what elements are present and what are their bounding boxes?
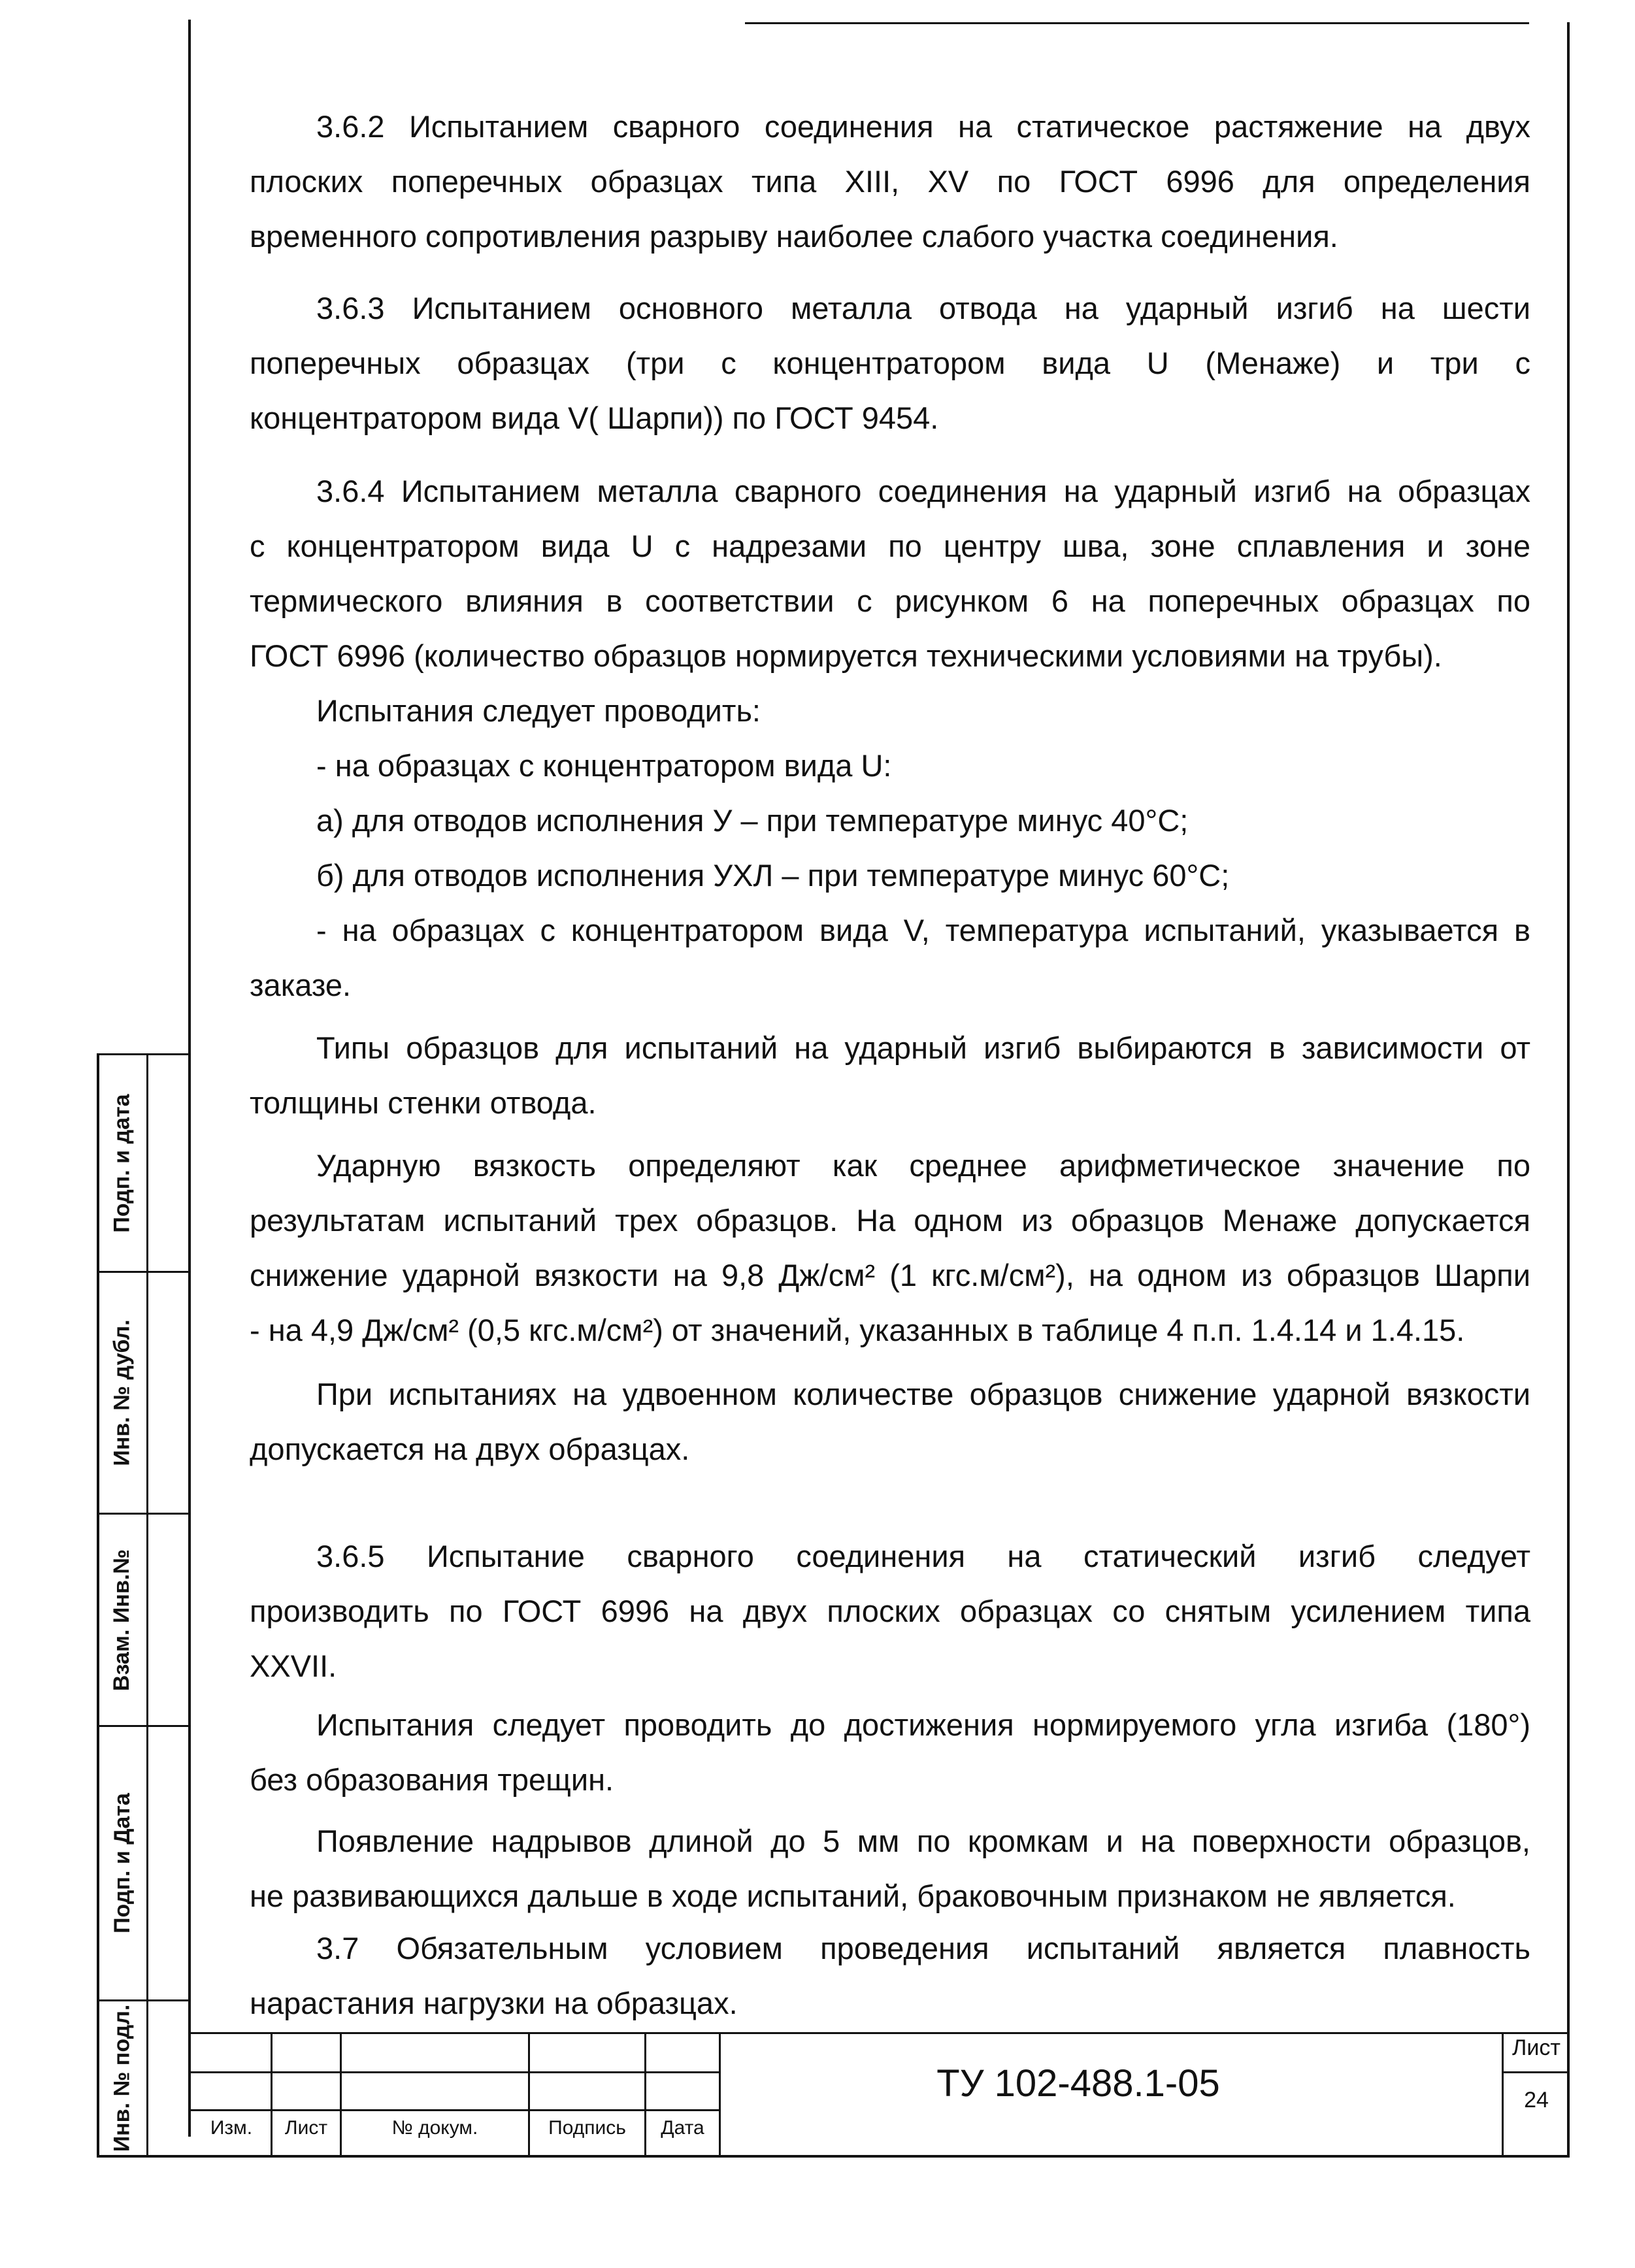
side-stamp-dup-inventory: Инв. № дубл.	[109, 1319, 135, 1466]
text-line: плоских поперечных образцах типа XIII, XV по ГОСТ 6996 для определения	[250, 164, 1530, 199]
text-line: заказе.	[250, 968, 352, 1002]
text-line: б) для отводов исполнения УХЛ – при температуре минус 60°С;	[316, 858, 1230, 893]
text-line: 3.6.5 Испытание сварного соединения на статический изгиб следует	[316, 1539, 1530, 1573]
paragraph-item-a	[250, 793, 1530, 848]
paragraph-double-samples	[250, 1367, 1530, 1477]
paragraph-bend-angle	[250, 1698, 1530, 1807]
frame-top-line	[745, 22, 1529, 24]
text-line: 3.6.4 Испытанием металла сварного соединения на ударный изгиб на образцах	[316, 474, 1530, 508]
text-line: Типы образцов для испытаний на ударный изгиб выбираются в зависимости от	[316, 1030, 1530, 1065]
paragraph-v-notch	[250, 903, 1530, 1013]
title-block-top-line	[191, 2032, 1570, 2034]
text-line: допускается на двух образцах.	[250, 1432, 690, 1466]
text-line: ГОСТ 6996 (количество образцов нормируется техническими условиями на трубы).	[250, 638, 1442, 673]
frame-left-line	[188, 20, 191, 2137]
text-line: нарастания нагрузки на образцах.	[250, 1986, 738, 2020]
text-line: - на образцах с концентратором вида V, температура испытаний, указывается в	[316, 913, 1530, 947]
text-line: не развивающихся дальше в ходе испытаний, браковочным признаком не является.	[250, 1879, 1456, 1913]
side-stamp-mid-line	[146, 1053, 148, 2158]
sheet-number: 24	[1524, 2088, 1549, 2112]
text-line: результатам испытаний трех образцов. На одном из образцов Менаже допускается	[250, 1203, 1530, 1238]
side-stamp-signature-date-2: Подп. и Дата	[109, 1793, 135, 1933]
text-line: поперечных образцах (три с концентратором вида U (Менаже) и три с	[250, 346, 1530, 380]
text-line: толщины стенки отвода.	[250, 1085, 597, 1120]
label-document-number: № докум.	[391, 2117, 478, 2139]
side-stamp-original-inventory: Инв. № подл.	[109, 2004, 135, 2152]
text-line: 3.7 Обязательным условием проведения испытаний является плавность	[316, 1931, 1530, 1965]
text-line: При испытаниях на удвоенном количестве образцов снижение ударной вязкости	[316, 1377, 1530, 1411]
paragraph-3-6-5	[250, 1529, 1530, 1694]
paragraph-sample-types	[250, 1021, 1530, 1130]
text-line: XXVII.	[250, 1649, 337, 1683]
paragraph-item-b	[250, 848, 1530, 903]
document-code: ТУ 102-488.1-05	[936, 2062, 1220, 2105]
text-line: Появление надрывов длиной до 5 мм по кромкам и на поверхности образцов,	[316, 1824, 1530, 1858]
paragraph-3-6-2	[250, 99, 1530, 264]
sheet-label: Лист	[1512, 2035, 1561, 2060]
paragraph-3-6-3	[250, 281, 1530, 446]
text-line: без образования трещин.	[250, 1762, 614, 1797]
side-stamp-signature-date: Подп. и дата	[109, 1093, 135, 1233]
paragraph-tears	[250, 1814, 1530, 1924]
frame-bottom-line	[97, 2155, 1570, 2158]
paragraph-3-6-4	[250, 464, 1530, 683]
text-line: 3.6.2 Испытанием сварного соединения на статическое растяжение на двух	[316, 109, 1530, 144]
text-line: временного сопротивления разрыву наиболее слабого участка соединения.	[250, 219, 1338, 254]
text-line: а) для отводов исполнения У – при температуре минус 40°С;	[316, 803, 1189, 838]
text-line: с концентратором вида U с надрезами по центру шва, зоне сплавления и зоне	[250, 529, 1530, 563]
text-line: Испытания следует проводить:	[316, 693, 761, 728]
text-line: - на 4,9 Дж/см² (0,5 кгс.м/см²) от значений, указанных в таблице 4 п.п. 1.4.14 и 1.4.15.	[250, 1313, 1465, 1347]
paragraph-impact-toughness	[250, 1138, 1530, 1358]
text-line: производить по ГОСТ 6996 на двух плоских образцах со снятым усилением типа	[250, 1594, 1530, 1628]
text-line: термического влияния в соответствии с рисунком 6 на поперечных образцах по	[250, 583, 1530, 618]
label-date: Дата	[661, 2117, 704, 2139]
text-line: концентратором вида V( Шарпи)) по ГОСТ 9454.	[250, 401, 939, 435]
paragraph-tests-intro	[250, 683, 1530, 738]
paragraph-3-7	[250, 1921, 1530, 2031]
label-change: Изм.	[210, 2117, 253, 2139]
paragraph-u-notch	[250, 738, 1530, 793]
text-line: - на образцах с концентратором вида U:	[316, 748, 892, 783]
label-signature: Подпись	[548, 2117, 626, 2139]
frame-right-line	[1567, 22, 1570, 2158]
side-stamp-replacement-inventory: Взам. Инв.№	[109, 1549, 135, 1691]
label-sheet: Лист	[284, 2117, 328, 2139]
text-line: 3.6.3 Испытанием основного металла отвода на ударный изгиб на шести	[316, 291, 1530, 325]
title-block-sheet-hline	[1502, 2071, 1570, 2073]
text-line: снижение ударной вязкости на 9,8 Дж/см² (1 кгс.м/см²), на одном из образцов Шарпи	[250, 1258, 1530, 1292]
text-line: Ударную вязкость определяют как среднее арифметическое значение по	[316, 1148, 1530, 1183]
text-line: Испытания следует проводить до достижения нормируемого угла изгиба (180°)	[316, 1707, 1530, 1742]
